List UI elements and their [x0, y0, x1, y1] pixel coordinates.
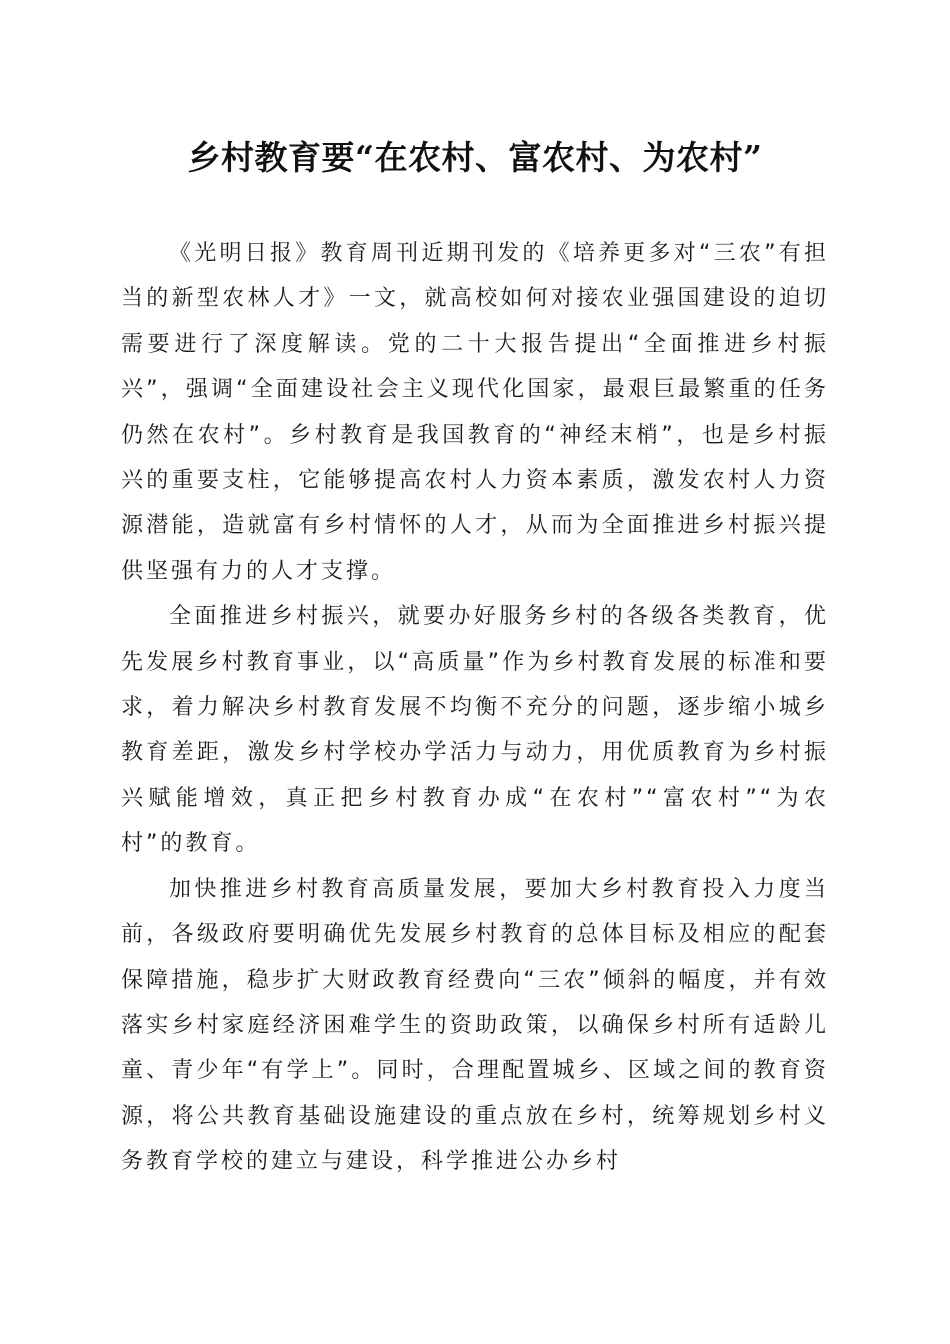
paragraph-3: 加快推进乡村教育高质量发展，要加大乡村教育投入力度当前，各级政府要明确优先发展乡村教育的总体目标及相应的配套保障措施，稳步扩大财政教育经费向“三农”倾斜的幅度，并有效落实乡村家庭经济困难学生的资助政策，以确保乡村所有适龄儿童、青少年“有学上”。同时，合理配置城乡、区域之间的教育资源，将公共教育基础设施建设的重点放在乡村，统筹规划乡村义务教育学校的建立与建设，科学推进公办乡村	[121, 876, 829, 1175]
document-title: 乡村教育要“在农村、富农村、为农村”	[187, 138, 763, 177]
paragraph-2: 全面推进乡村振兴，就要办好服务乡村的各级各类教育，优先发展乡村教育事业，以“高质量”作为乡村教育发展的标准和要求，着力解决乡村教育发展不均衡不充分的问题，逐步缩小城乡教育差距，激发乡村学校办学活力与动力，用优质教育为乡村振兴赋能增效，真正把乡村教育办成“在农村”“富农村”“为农村”的教育。	[121, 604, 829, 857]
paragraph-1: 《光明日报》教育周刊近期刊发的《培养更多对“三农”有担当的新型农林人才》一文，就高校如何对接农业强国建设的迫切需要进行了深度解读。党的二十大报告提出“全面推进乡村振兴”，强调“全面建设社会主义现代化国家，最艰巨最繁重的任务仍然在农村”。乡村教育是我国教育的“神经末梢”，也是乡村振兴的重要支柱，它能够提高农村人力资本素质，激发农村人力资源潜能，造就富有乡村情怀的人才，从而为全面推进乡村振兴提供坚强有力的人才支撑。	[121, 241, 829, 584]
document-body	[121, 231, 829, 1185]
